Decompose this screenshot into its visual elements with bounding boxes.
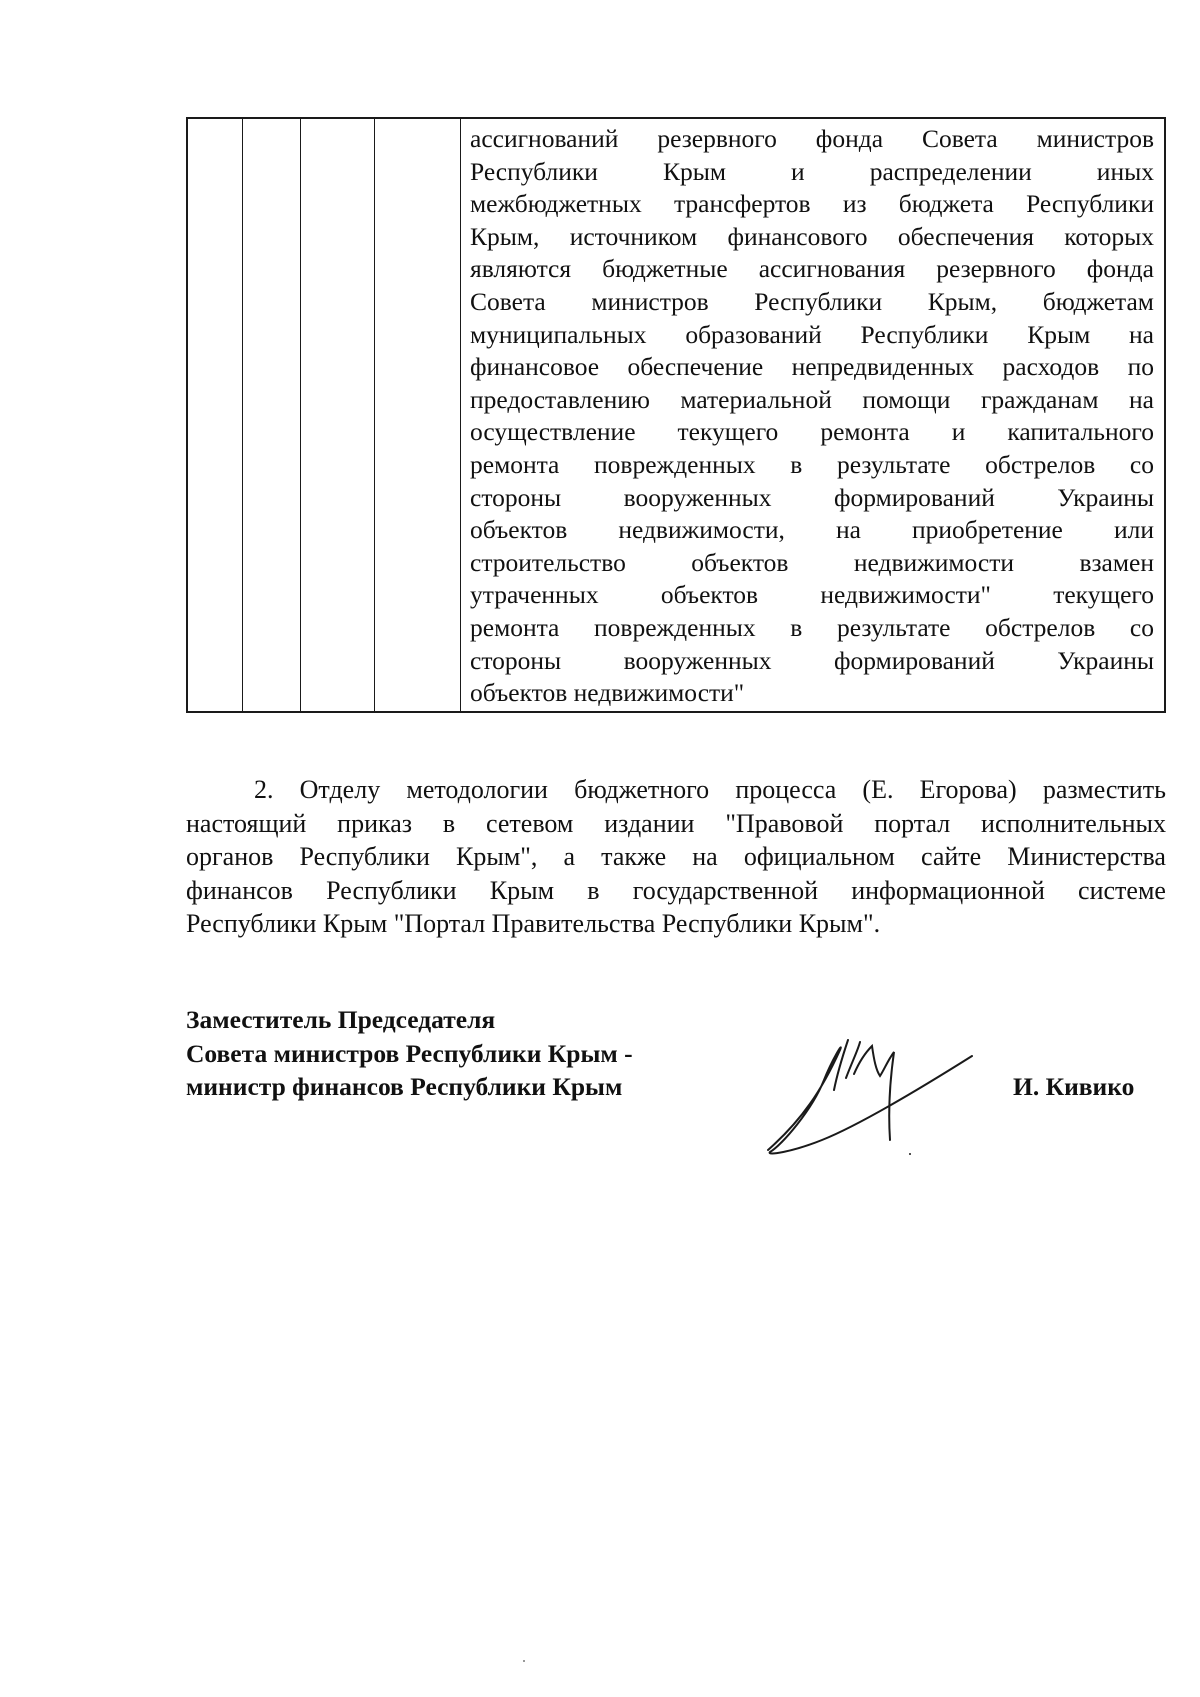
table-text-word: вооруженных xyxy=(623,482,772,512)
table-text-line xyxy=(470,156,1154,189)
table-text-word: недвижимости xyxy=(853,547,1015,577)
paragraph-word: Крым xyxy=(489,875,555,905)
table-text-word: ассигнований xyxy=(470,124,619,153)
table-text-word: бюджета xyxy=(898,189,994,219)
table-text-word: материальной xyxy=(680,384,832,414)
paragraph-word: на xyxy=(692,842,718,871)
table-text-word: предоставлению xyxy=(470,384,650,414)
paragraph-word: процесса xyxy=(735,775,837,804)
paragraph-word: (Е. xyxy=(862,775,894,804)
table-text-word: обстрелов xyxy=(985,612,1096,642)
table-text-word: текущего xyxy=(1053,580,1154,610)
paragraph-line xyxy=(186,773,1166,807)
table-text-word: со xyxy=(1129,612,1154,642)
paragraph-word: портал xyxy=(874,808,951,838)
table-text-word: Совета xyxy=(921,124,998,153)
table-text-word: объектов xyxy=(470,515,568,545)
table-text-word: Республики xyxy=(860,319,989,349)
table-text-line xyxy=(470,123,1154,156)
table-text-line xyxy=(470,188,1154,221)
table-text-word: осуществление xyxy=(470,417,636,447)
paragraph-line xyxy=(186,907,1166,941)
table-text-word: являются xyxy=(470,254,572,284)
table-fragment xyxy=(186,117,1166,713)
paragraph-word: системе xyxy=(1078,875,1166,905)
paragraph-word: бюджетного xyxy=(574,775,710,804)
table-text-word: утраченных xyxy=(470,580,599,610)
paragraph-word: сетевом xyxy=(486,808,574,838)
table-text-word: Республики xyxy=(470,156,598,186)
table-text-word: результате xyxy=(836,449,951,479)
table-text-word: непредвиденных xyxy=(791,352,975,382)
table-text-word: приобретение xyxy=(911,515,1063,545)
table-text-word: гражданам xyxy=(980,384,1099,414)
table-text-word: трансфертов xyxy=(673,189,811,219)
table-text-line xyxy=(470,253,1154,286)
table-text-word: по xyxy=(1127,352,1154,382)
paragraph-word: Министерства xyxy=(1007,842,1166,871)
paragraph-word: информационной xyxy=(851,875,1045,905)
table-text-word: взамен xyxy=(1079,547,1154,577)
table-text-word: Республики xyxy=(1026,189,1154,219)
table-text-word: министров xyxy=(1036,124,1154,153)
table-text-word: со xyxy=(1129,449,1154,479)
table-text-line xyxy=(470,612,1154,645)
table-text-word: расходов xyxy=(1002,352,1100,382)
table-text-word: в xyxy=(790,449,803,479)
table-text-word: резервного xyxy=(936,254,1056,284)
signatory-position-line: министр финансов Республики Крым xyxy=(186,1072,623,1101)
paragraph-word: разместить xyxy=(1042,775,1166,804)
signatory-position-line: Совета министров Республики Крым - xyxy=(186,1038,633,1068)
table-text-word: обстрелов xyxy=(985,449,1096,479)
table-text-word: которых xyxy=(1064,221,1154,251)
table-text-line xyxy=(470,351,1154,384)
table-text-line xyxy=(470,221,1154,254)
table-text-word: стороны xyxy=(470,482,562,512)
table-text-word: резервного xyxy=(657,124,777,153)
table-column-divider xyxy=(242,119,243,711)
table-text-line xyxy=(470,319,1154,352)
paragraph-word: Республики xyxy=(299,842,430,871)
table-text-word: поврежденных xyxy=(594,449,756,479)
handwritten-signature xyxy=(762,1030,982,1160)
table-text-word: фонда xyxy=(1086,254,1154,284)
table-text-word: обеспечения xyxy=(897,221,1034,251)
signatory-position xyxy=(186,1003,633,1104)
table-text-word: недвижимости, xyxy=(618,515,785,545)
table-text-word: или xyxy=(1113,515,1154,545)
paragraph-word: в xyxy=(442,808,456,838)
signatory-name: И. Кивико xyxy=(1013,1072,1135,1101)
table-text-word: помощи xyxy=(862,384,951,414)
table-text-line xyxy=(470,514,1154,547)
table-text-line xyxy=(470,645,1154,678)
table-text-word: обеспечение xyxy=(627,352,764,382)
paragraph-word: государственной xyxy=(632,875,818,905)
table-text-word: источником xyxy=(569,221,698,251)
table-text-word: ремонта xyxy=(470,449,560,479)
scan-artifact xyxy=(523,1660,525,1662)
paragraph-word: а xyxy=(563,842,576,871)
table-text-word: на xyxy=(1129,319,1154,349)
table-text-word: вооруженных xyxy=(623,645,772,675)
table-text-word: бюджетные xyxy=(602,254,728,284)
paragraph-word: приказ xyxy=(337,808,413,838)
paragraph-word: Егорова) xyxy=(919,775,1017,804)
table-text-word: Республики xyxy=(754,286,883,316)
table-column-divider xyxy=(374,119,375,711)
table-text-word: Украины xyxy=(1057,482,1154,512)
paragraph-word: органов xyxy=(186,842,274,871)
table-text-line xyxy=(470,482,1154,515)
table-text-word: Крым, xyxy=(927,286,998,316)
paragraph-word: Республики xyxy=(326,875,457,905)
table-text-word: строительство xyxy=(470,547,626,577)
table-text-word: объектов xyxy=(660,580,759,610)
paragraph-word: издании xyxy=(604,808,695,838)
table-text-word: и xyxy=(951,417,966,447)
paragraph-line xyxy=(186,874,1166,908)
table-text-line xyxy=(470,384,1154,417)
table-text-word: на xyxy=(835,515,861,545)
paragraph-word: Крым", xyxy=(456,842,538,871)
table-text-word: Украины xyxy=(1057,645,1154,675)
paragraph-word: также xyxy=(601,842,667,871)
table-text-word: результате xyxy=(836,612,951,642)
table-text-word: Совета xyxy=(470,286,546,316)
table-column-divider xyxy=(300,119,301,711)
table-text-word: капитального xyxy=(1007,417,1154,447)
table-text-word: объектов недвижимости" xyxy=(470,678,745,708)
paragraph-2 xyxy=(186,773,1166,941)
table-text-line xyxy=(470,449,1154,482)
table-text-word: распределении xyxy=(869,156,1032,186)
paragraph-word: методологии xyxy=(406,775,548,804)
table-text-word: бюджетам xyxy=(1042,286,1154,316)
paragraph-word: настоящий xyxy=(186,808,307,838)
paragraph-word: в xyxy=(587,875,600,905)
table-text-word: из xyxy=(842,189,867,219)
table-text-word: и xyxy=(791,156,805,186)
paragraph-word: исполнительных xyxy=(981,808,1166,838)
table-text-word: на xyxy=(1128,384,1154,414)
paragraph-word: "Правовой xyxy=(725,808,844,838)
table-text-word: фонда xyxy=(815,124,884,153)
paragraph-word: 2. xyxy=(254,775,274,804)
table-text-line xyxy=(470,416,1154,449)
table-text-word: стороны xyxy=(470,645,562,675)
table-text-word: ремонта xyxy=(820,417,910,447)
table-text-line xyxy=(470,677,1154,710)
table-text-word: Крым xyxy=(662,156,726,186)
table-text-word: текущего xyxy=(677,417,779,447)
table-text-word: недвижимости" xyxy=(820,580,991,610)
table-text-word: ремонта xyxy=(470,612,560,642)
paragraph-word: официальном xyxy=(743,842,895,871)
paragraph-word: Отделу xyxy=(299,775,381,804)
table-text-word: министров xyxy=(591,286,709,316)
table-text-line xyxy=(470,579,1154,612)
table-text-word: формирований xyxy=(833,482,995,512)
table-column-divider xyxy=(460,119,461,711)
paragraph-word: Республики Крым "Портал Правительства Республики Крым". xyxy=(186,909,881,938)
table-text-word: иных xyxy=(1096,156,1154,186)
table-text-word: объектов xyxy=(691,547,789,577)
paragraph-word: финансов xyxy=(186,875,293,905)
table-text-word: Крым, xyxy=(470,221,540,251)
table-text-word: межбюджетных xyxy=(470,189,642,219)
table-text-line xyxy=(470,547,1154,580)
table-text-word: Крым xyxy=(1027,319,1091,349)
table-text-word: в xyxy=(790,612,803,642)
paragraph-line xyxy=(186,807,1166,841)
table-text-cell xyxy=(470,123,1154,711)
table-text-word: финансового xyxy=(727,221,868,251)
table-text-word: ассигнования xyxy=(758,254,906,284)
table-text-word: финансовое xyxy=(470,352,600,382)
table-text-word: образований xyxy=(685,319,822,349)
table-text-word: муниципальных xyxy=(470,319,647,349)
paragraph-word: сайте xyxy=(920,842,982,871)
table-text-word: поврежденных xyxy=(594,612,756,642)
paragraph-line xyxy=(186,840,1166,874)
table-text-line xyxy=(470,286,1154,319)
table-text-word: формирований xyxy=(833,645,995,675)
signatory-position-line: Заместитель Председателя xyxy=(186,1005,496,1034)
